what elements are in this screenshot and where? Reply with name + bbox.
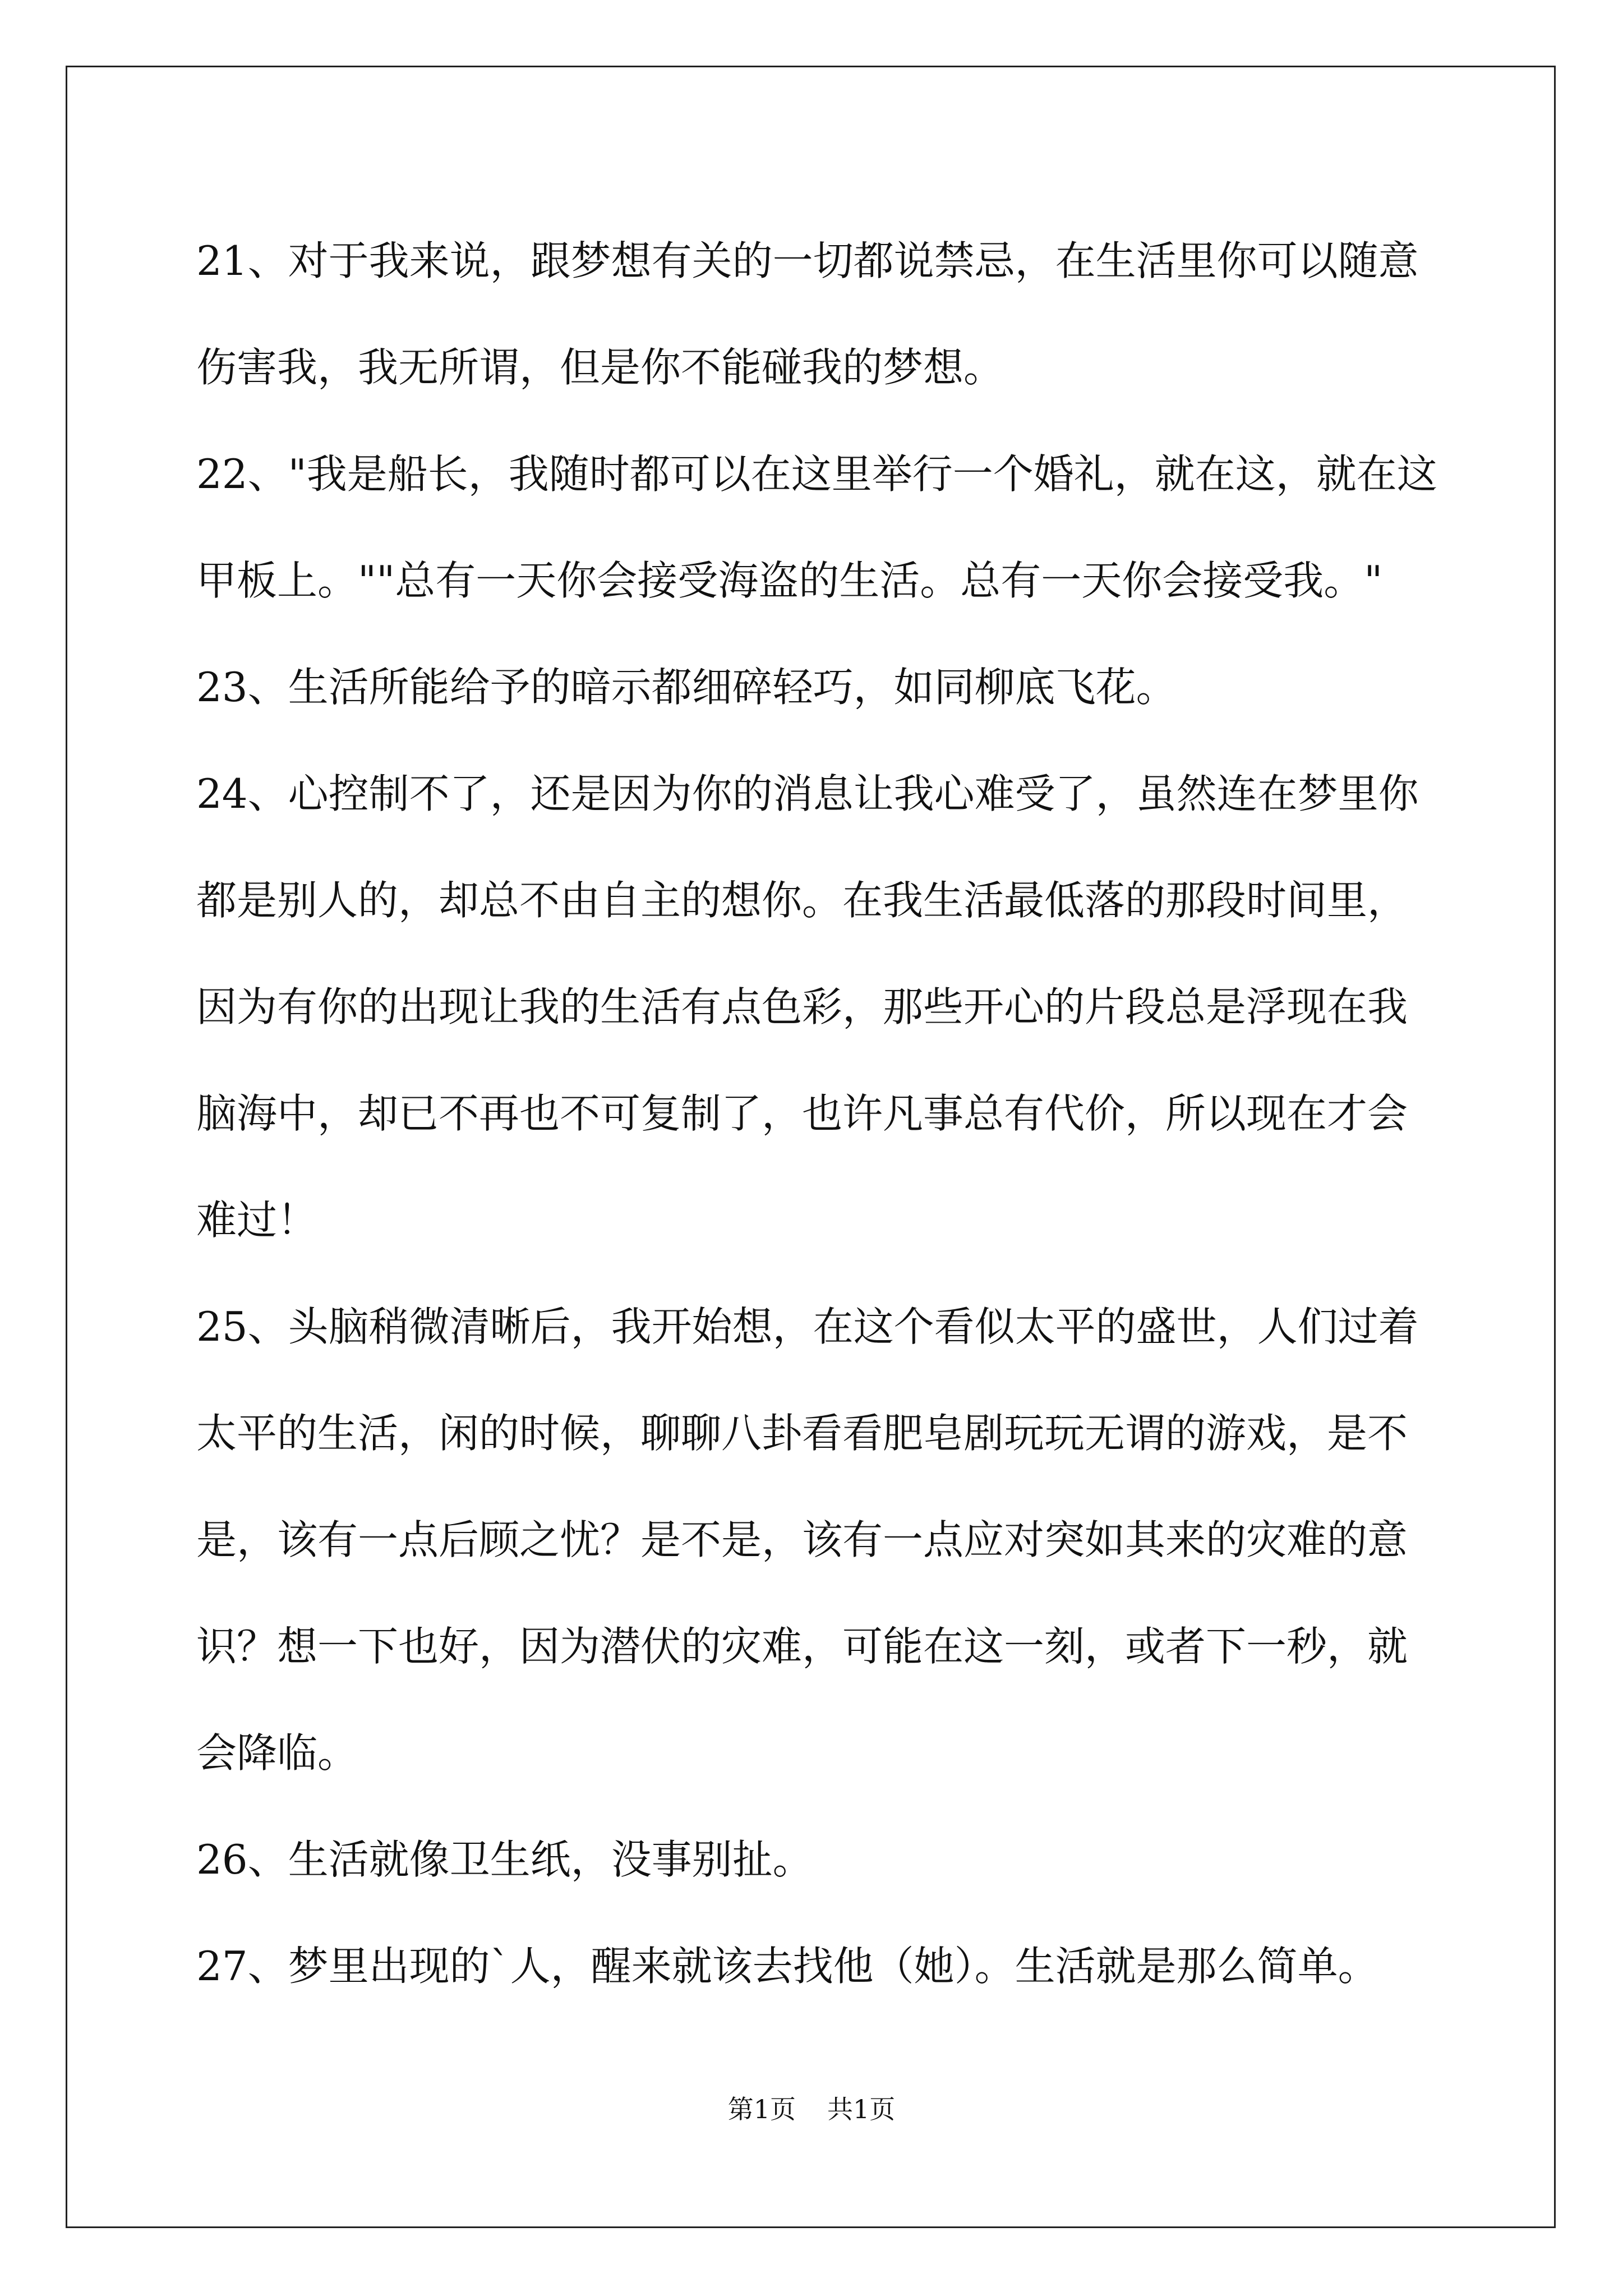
text-line-9: 脑海中，却已不再也不可复制了，也许凡事总有代价，所以现在才会	[196, 1090, 1408, 1137]
text-line-15: 会降临。	[196, 1729, 358, 1777]
text-line-3: 22、"我是船长，我随时都可以在这里举行一个婚礼，就在这，就在这	[196, 450, 1437, 498]
text-line-2: 伤害我，我无所谓，但是你不能碰我的梦想。	[196, 344, 1004, 391]
text-line-12: 太平的生活，闲的时候，聊聊八卦看看肥皂剧玩玩无谓的游戏，是不	[196, 1410, 1408, 1457]
page-total: 共1页	[827, 2094, 896, 2124]
text-line-13: 是，该有一点后顾之忧？是不是，该有一点应对突如其来的灾难的意	[196, 1516, 1408, 1563]
text-line-4: 甲板上。""总有一天你会接受海盗的生活。总有一天你会接受我。"	[196, 557, 1383, 604]
text-line-6: 24、心控制不了，还是因为你的消息让我心难受了，虽然连在梦里你	[196, 770, 1419, 817]
text-line-8: 因为有你的出现让我的生活有点色彩，那些开心的片段总是浮现在我	[196, 983, 1408, 1030]
text-line-14: 识？想一下也好，因为潜伏的灾难，可能在这一刻，或者下一秒，就	[196, 1623, 1408, 1670]
page-footer	[0, 2092, 1623, 2126]
text-line-1: 21、对于我来说，跟梦想有关的一切都说禁忌，在生活里你可以随意	[196, 237, 1419, 284]
document-body	[196, 208, 1437, 2019]
text-line-7: 都是别人的，却总不由自主的想你。在我生活最低落的那段时间里，	[196, 877, 1408, 924]
text-line-10: 难过！	[196, 1197, 318, 1244]
text-line-17: 27、梦里出现的`人，醒来就该去找他（她）。生活就是那么简单。	[196, 1943, 1378, 1990]
page-number: 第1页	[727, 2094, 796, 2124]
text-line-5: 23、生活所能给予的暗示都细碎轻巧，如同柳底飞花。	[196, 664, 1177, 711]
text-line-11: 25、头脑稍微清晰后，我开始想，在这个看似太平的盛世，人们过着	[196, 1303, 1419, 1350]
text-line-16: 26、生活就像卫生纸，没事别扯。	[196, 1836, 813, 1883]
